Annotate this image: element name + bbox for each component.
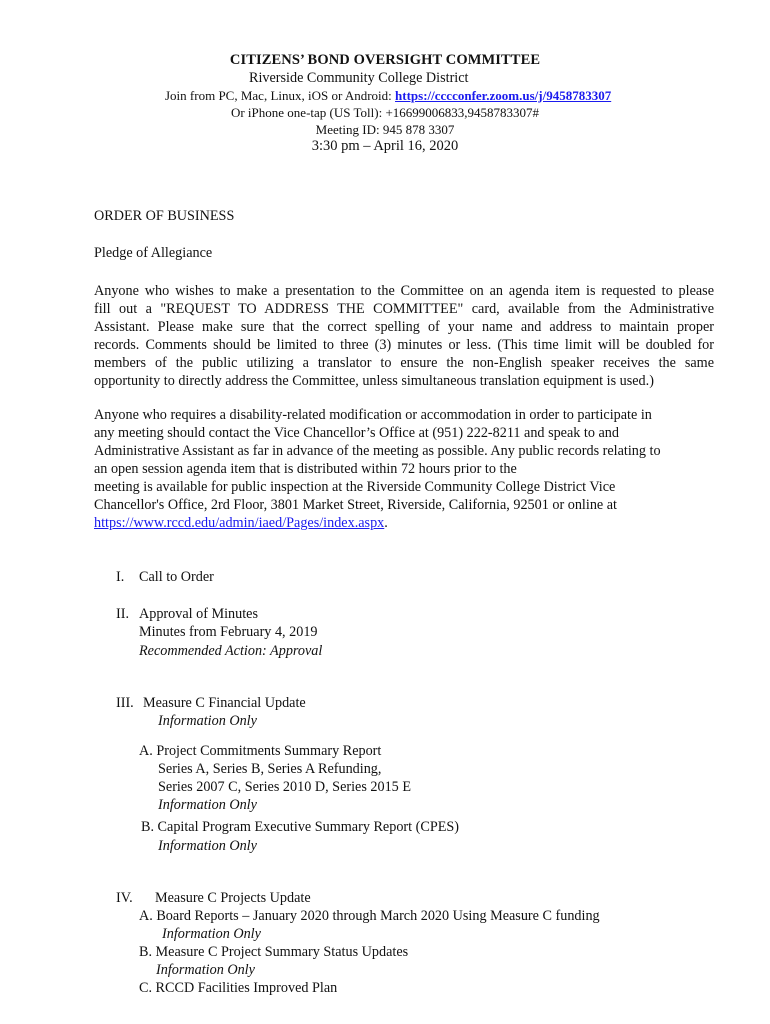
information-only-note: Information Only bbox=[156, 962, 255, 978]
pledge-of-allegiance: Pledge of Allegiance bbox=[94, 245, 213, 261]
paragraph-line: opportunity to directly address the Committee, unless simultaneous translation equipment is used.) bbox=[94, 373, 654, 389]
paragraph-line: Administrative Assistant as far in advance of the meeting as possible. Any public records relating to bbox=[94, 443, 661, 459]
paragraph-line: records. Comments should be limited to three (3) minutes or less. (This time limit will be doubled for bbox=[94, 337, 714, 353]
recommended-action: Recommended Action: Approval bbox=[139, 643, 323, 659]
information-only-note: Information Only bbox=[158, 838, 257, 854]
series-line: Series A, Series B, Series A Refunding, bbox=[158, 761, 382, 777]
zoom-link[interactable]: https://cccconfer.zoom.us/j/9458783307 bbox=[395, 88, 612, 103]
series-line: Series 2007 C, Series 2010 D, Series 2015 E bbox=[158, 779, 411, 795]
subitem-board-reports: A. Board Reports – January 2020 through March 2020 Using Measure C funding bbox=[139, 908, 600, 924]
accommodation-paragraph bbox=[94, 406, 694, 532]
paragraph-line: Assistant. Please make sure that the correct spelling of your name and address to maintain proper bbox=[94, 319, 714, 335]
paragraph-line: an open session agenda item that is distributed within 72 hours prior to the bbox=[94, 461, 517, 477]
public-comment-paragraph bbox=[94, 282, 714, 390]
subitem-facilities-plan: C. RCCD Facilities Improved Plan bbox=[139, 980, 338, 996]
agenda-item-number: IV. bbox=[116, 890, 133, 906]
meeting-id: Meeting ID: 945 878 3307 bbox=[315, 122, 455, 137]
meeting-datetime: 3:30 pm – April 16, 2020 bbox=[311, 138, 459, 154]
committee-title: CITIZENS’ BOND OVERSIGHT COMMITTEE bbox=[229, 52, 541, 68]
agenda-item-number: III. bbox=[116, 695, 134, 711]
phone-line: Or iPhone one-tap (US Toll): +16699006833,9458783307# bbox=[230, 105, 540, 120]
link-suffix: . bbox=[384, 515, 388, 531]
agenda-item-financial-update: Measure C Financial Update bbox=[143, 695, 306, 711]
agenda-item-approval-of-minutes: Approval of Minutes bbox=[139, 606, 259, 622]
paragraph-line: any meeting should contact the Vice Chancellor’s Office at (951) 222-8211 and speak to and bbox=[94, 425, 619, 441]
rccd-records-link[interactable]: https://www.rccd.edu/admin/iaed/Pages/index.aspx bbox=[94, 515, 385, 531]
information-only-note: Information Only bbox=[162, 926, 261, 942]
join-prefix: Join from PC, Mac, Linux, iOS or Android: bbox=[165, 88, 396, 103]
join-line bbox=[165, 88, 611, 104]
paragraph-line: Chancellor's Office, 2rd Floor, 3801 Market Street, Riverside, California, 92501 or online at bbox=[94, 497, 617, 513]
minutes-date: Minutes from February 4, 2019 bbox=[139, 624, 318, 640]
agenda-item-number: I. bbox=[116, 569, 125, 585]
order-of-business-heading: ORDER OF BUSINESS bbox=[94, 208, 235, 224]
subitem-project-commitments: A. Project Commitments Summary Report bbox=[139, 743, 382, 759]
subitem-cpes: B. Capital Program Executive Summary Report (CPES) bbox=[141, 819, 459, 835]
agenda-item-projects-update: Measure C Projects Update bbox=[155, 890, 311, 906]
paragraph-line: fill out a "REQUEST TO ADDRESS THE COMMITTEE" card, available from the Administrative bbox=[94, 301, 714, 317]
paragraph-line: meeting is available for public inspection at the Riverside Community College District Vice bbox=[94, 479, 616, 495]
agenda-item-number: II. bbox=[116, 606, 129, 622]
paragraph-line bbox=[94, 514, 694, 532]
paragraph-line: members of the public utilizing a translator to ensure the non-English speaker receives the same bbox=[94, 355, 714, 371]
agenda-item-call-to-order: Call to Order bbox=[139, 569, 214, 585]
paragraph-line: Anyone who wishes to make a presentation to the Committee on an agenda item is requested to please bbox=[94, 283, 714, 299]
information-only-note: Information Only bbox=[158, 797, 257, 813]
district-name: Riverside Community College District bbox=[249, 70, 469, 86]
paragraph-line: Anyone who requires a disability-related modification or accommodation in order to participate in bbox=[94, 407, 652, 423]
subitem-status-updates: B. Measure C Project Summary Status Updates bbox=[139, 944, 409, 960]
information-only-note: Information Only bbox=[158, 713, 257, 729]
